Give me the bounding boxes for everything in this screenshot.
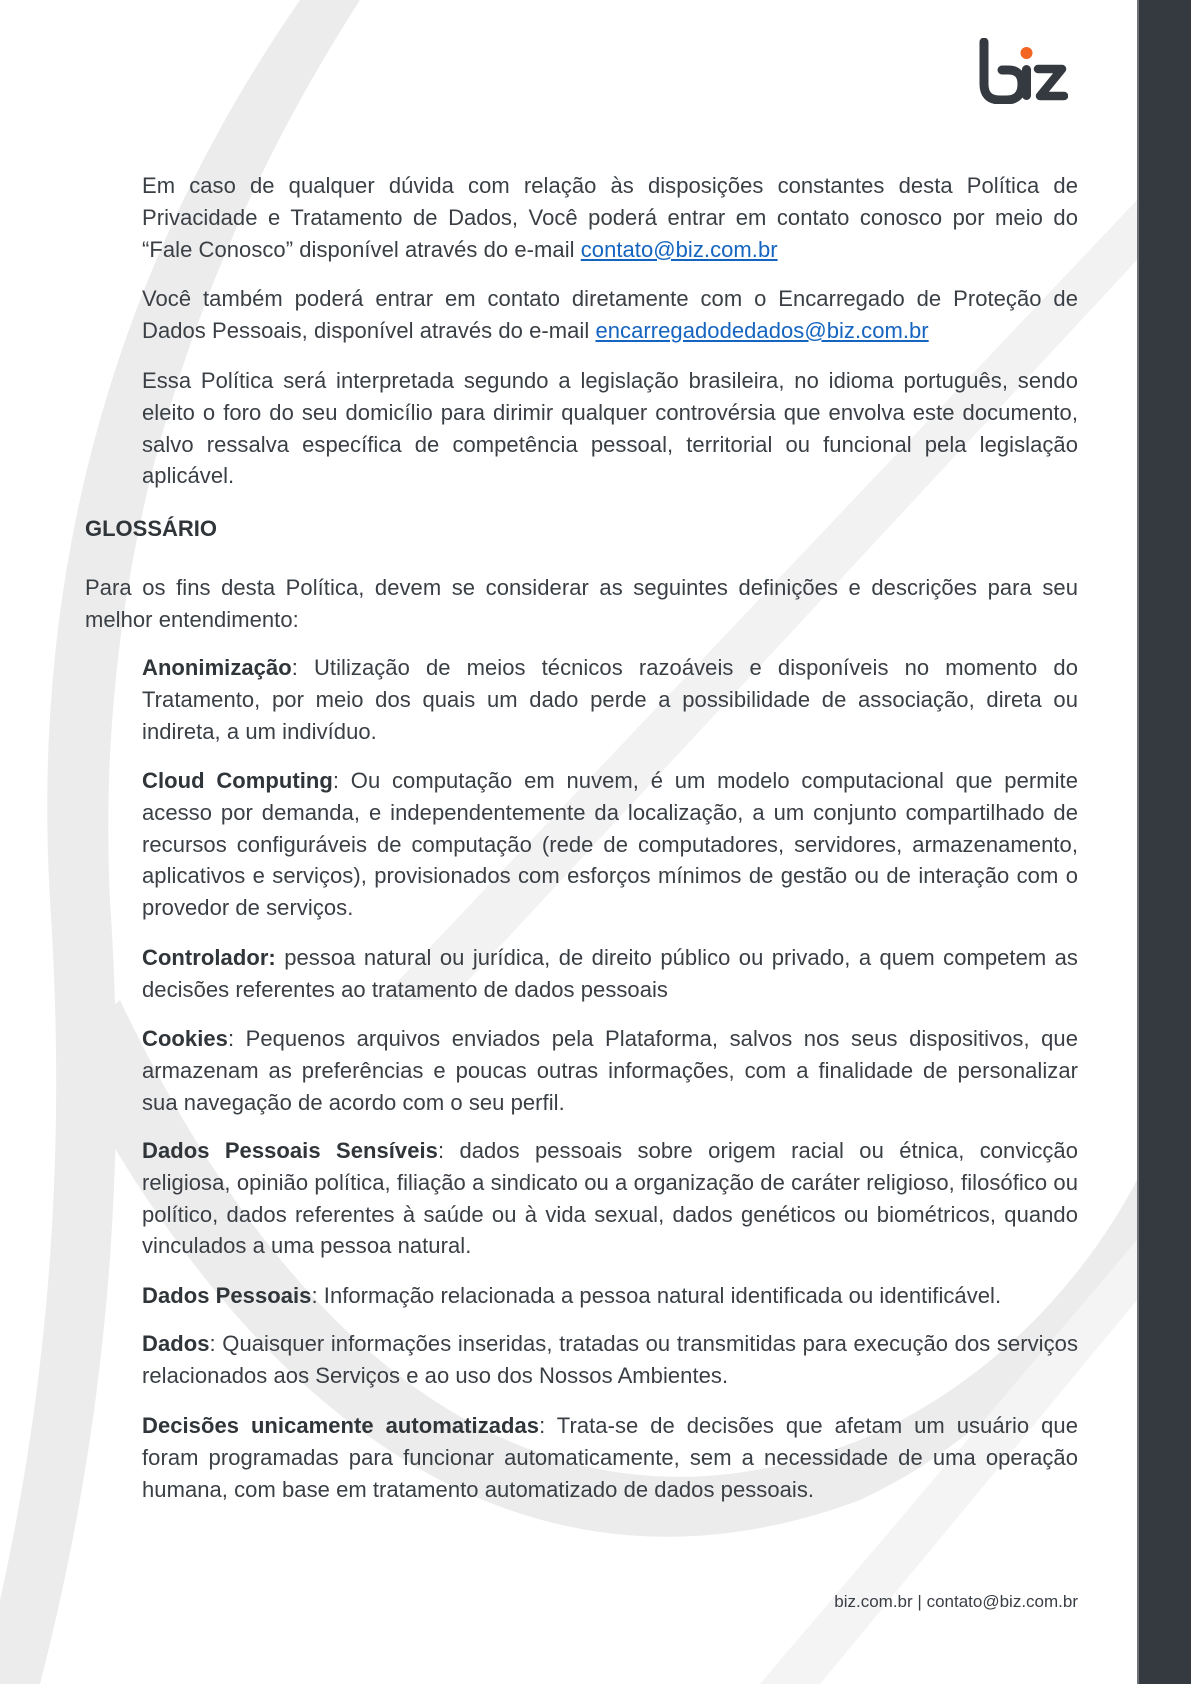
term-label: Cookies xyxy=(142,1026,228,1051)
glossary-term-controlador xyxy=(142,942,1078,1006)
term-label: Dados Pessoais xyxy=(142,1283,312,1308)
glossary-term-cookies xyxy=(142,1023,1078,1118)
glossary-term-anonimizacao xyxy=(142,652,1078,747)
contact-paragraph-text: Em caso de qualquer dúvida com relação às disposições constantes desta Política de Privacidade e Tratamento de Dados, Você poderá entrar em contato conosco por meio do “Fale Conosco” disponível através do e-mail xyxy=(142,173,1078,262)
term-definition: dados pessoais sobre origem racial ou étnica, convicção religiosa, opinião política, filiação a sindicato ou a organização de caráter religioso, filosófico ou político, dados referentes à saúde ou à vida sexual, dados genéticos ou biométricos, quando vinculados a uma pessoa natural. xyxy=(142,1138,1078,1259)
term-label: Controlador: xyxy=(142,945,276,970)
term-definition: Trata-se de decisões que afetam um usuário que foram programadas para funcionar automaticamente, sem a necessidade de uma operação humana, com base em tratamento automatizado de dados pessoais. xyxy=(142,1413,1078,1502)
term-definition: Informação relacionada a pessoa natural identificada ou identificável. xyxy=(317,1283,1002,1308)
glossary-term-decisoes-automatizadas xyxy=(142,1410,1078,1505)
page-footer xyxy=(700,1592,1078,1612)
term-separator: : xyxy=(311,1283,318,1308)
jurisdiction-paragraph: Essa Política será interpretada segundo a legislação brasileira, no idioma português, sendo eleito o foro do seu domicílio para dirimir qualquer controvérsia que envolva este documento, salvo ressalva específica de competência pessoal, territorial ou funcional pela legislação aplicável. xyxy=(142,368,1078,489)
contact-email-link[interactable]: contato@biz.com.br xyxy=(580,236,778,262)
term-separator: : xyxy=(437,1138,445,1163)
glossary-heading: GLOSSÁRIO xyxy=(85,516,218,541)
logo-letter-i xyxy=(1022,65,1031,100)
dpo-paragraph xyxy=(142,283,1078,347)
term-label: Dados Pessoais Sensíveis xyxy=(142,1138,438,1163)
contact-paragraph xyxy=(142,170,1078,265)
term-label: Anonimização xyxy=(142,655,292,680)
term-label: Dados xyxy=(142,1331,210,1356)
term-label: Cloud Computing xyxy=(142,768,333,793)
term-separator: : xyxy=(227,1026,235,1051)
term-definition: Utilização de meios técnicos razoáveis e disponíveis no momento do Tratamento, por meio dos quais um dado perde a possibilidade de associação, direta ou indireta, a um indivíduo. xyxy=(142,655,1078,744)
term-separator: : xyxy=(209,1331,216,1356)
term-definition: Ou computação em nuvem, é um modelo computacional que permite acesso por demanda, e independentemente da localização, a um conjunto compartilhado de recursos configuráveis de computação (rede de computadores, servidores, armazenamento, aplicativos e serviços), provisionados com esforços mínimos de gestão ou de interação com o provedor de serviços. xyxy=(142,768,1078,921)
right-sidebar-band xyxy=(1137,0,1191,1684)
term-label: Decisões unicamente automatizadas xyxy=(142,1413,540,1438)
biz-logo xyxy=(978,38,1068,104)
footer-separator: | xyxy=(912,1592,927,1611)
glossary-intro: Para os fins desta Política, devem se considerar as seguintes definições e descrições para seu melhor entendimento: xyxy=(85,575,1078,632)
glossary-term-cloud-computing xyxy=(142,765,1078,924)
footer-site: biz.com.br xyxy=(834,1592,913,1611)
logo-letter-z xyxy=(1038,69,1064,96)
footer-email: contato@biz.com.br xyxy=(926,1592,1078,1611)
logo-orange-dot xyxy=(1021,47,1033,59)
term-definition: pessoa natural ou jurídica, de direito público ou privado, a quem competem as decisões referentes ao tratamento de dados pessoais xyxy=(142,945,1078,1002)
term-separator: : xyxy=(291,655,298,680)
term-definition: Quaisquer informações inseridas, tratadas ou transmitidas para execução dos serviços relacionados aos Serviços e ao uso dos Nossos Ambientes. xyxy=(142,1331,1078,1388)
term-separator: : xyxy=(332,768,340,793)
glossary-term-dados-pessoais xyxy=(142,1280,1078,1312)
logo-letter-b xyxy=(984,42,1022,100)
term-definition: Pequenos arquivos enviados pela Plataforma, salvos nos seus dispositivos, que armazenam as preferências e poucas outras informações, com a finalidade de personalizar sua navegação de acordo com o seu perfil. xyxy=(142,1026,1078,1115)
glossary-term-dados-pessoais-sensiveis xyxy=(142,1135,1078,1262)
glossary-term-dados xyxy=(142,1328,1078,1392)
term-separator: : xyxy=(539,1413,546,1438)
dpo-paragraph-text: Você também poderá entrar em contato diretamente com o Encarregado de Proteção de Dados Pessoais, disponível através do e-mail xyxy=(142,286,1078,343)
dpo-email-link[interactable]: encarregadodedados@biz.com.br xyxy=(595,317,929,343)
